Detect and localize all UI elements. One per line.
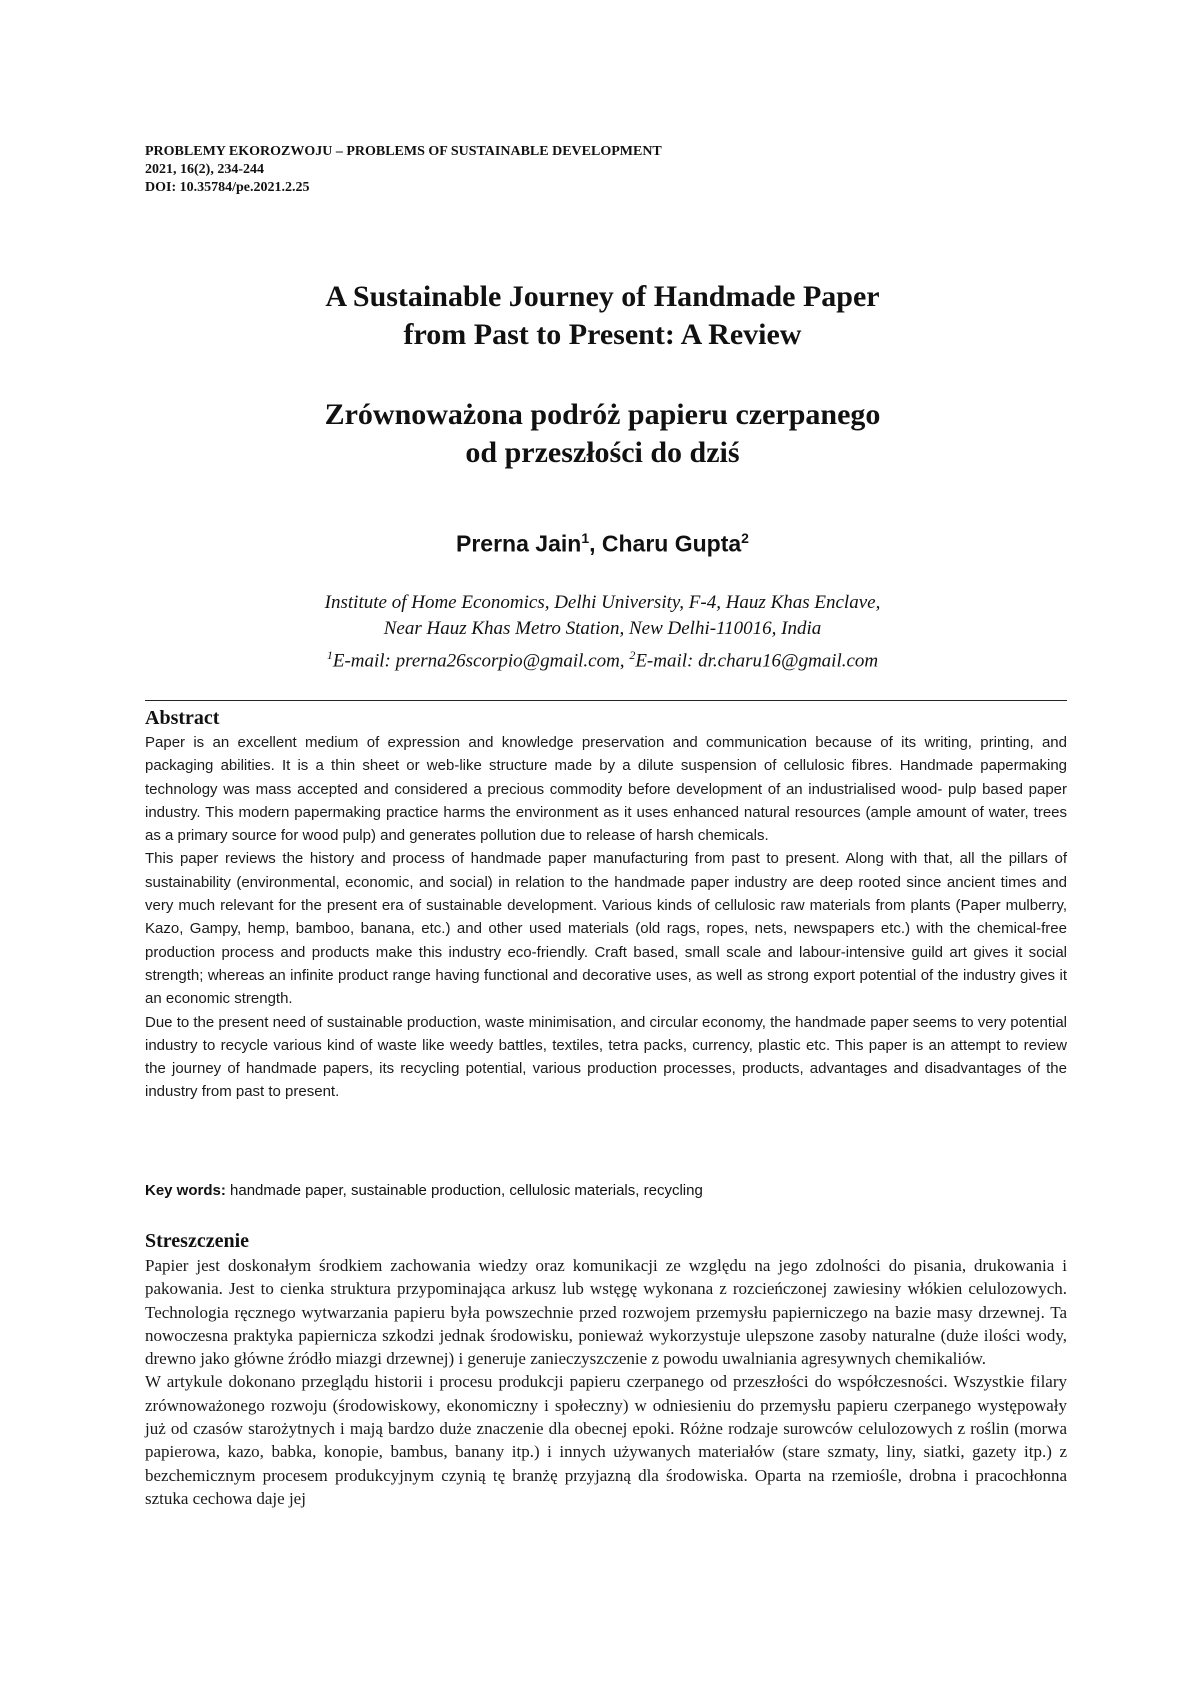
keywords: [145, 1180, 1067, 1202]
affiliation-line1: Institute of Home Economics, Delhi University, F-4, Hauz Khas Enclave,: [324, 592, 881, 613]
author-list: [145, 524, 1060, 558]
streszczenie-body: [145, 1254, 1067, 1510]
title-polish-line2: od przeszłości do dziś: [465, 436, 740, 469]
journal-header: [145, 143, 1045, 197]
author-name: Prerna Jain: [456, 530, 582, 557]
title-english-line2: from Past to Present: A Review: [403, 318, 802, 351]
abstract-body: [145, 731, 1067, 1104]
streszczenie-heading: Streszczenie: [145, 1230, 250, 1252]
email-mark: 1: [326, 648, 333, 662]
email-2: E-mail: dr.charu16@gmail.com: [635, 650, 879, 672]
title-english-line1: A Sustainable Journey of Handmade Paper: [325, 280, 880, 313]
abstract-paragraph: This paper reviews the history and process of handmade paper manufacturing from past to present. Along with that, all the pillars of sustainability (environmental, economic, and social) in relation to the handmade paper industry are deep rooted since ancient times and very much relevant for the present era of sustainable development. Various kinds of cellulosic raw materials from plants (Paper mulberry, Kazo, Gampy, hemp, bamboo, banana, etc.) and other used materials (old rags, ropes, nets, newspapers etc.) with the chemical-free production process and products make this industry eco-friendly. Craft based, small scale and labour-intensive guild art gives it social strength; whereas an infinite product range having functional and decorative uses, as well as strong export potential of the industry gives it an economic strength.: [145, 850, 1067, 1008]
title-polish: [145, 396, 1060, 472]
section-divider: [145, 700, 1067, 701]
streszczenie-paragraph: W artykule dokonano przeglądu historii i procesu produkcji papieru czerpanego od przeszłości do współczesności. Wszystkie filary zrównoważonego rozwoju (środowiskowy, ekonomiczny i społeczny) w odniesieniu do przemysłu papieru czerpanego występowały już od czasów starożytnych i mają bardzo duże znaczenie dla obecnej epoki. Różne rodzaje surowców celulozowych z roślin (morwa papierowa, kazo, babka, konopie, bambus, banany itp.) i innych używanych materiałów (stare szmaty, liny, siatki, gazety itp.) z bezchemicznym procesem produkcyjnym czynią tę branżę przyjazną dla środowiska. Oparta na rzemiośle, drobna i pracochłonna sztuka cechowa daje jej: [145, 1372, 1067, 1508]
email-mark: 2: [629, 648, 636, 662]
abstract-paragraph: Paper is an excellent medium of expression and knowledge preservation and communication because of its writing, printing, and packaging abilities. It is a thin sheet or web-like structure made by a dilute suspension of cellulosic fibres. Handmade papermaking technology was mass accepted and considered a precious commodity before development of an industrialised wood- pulp based paper industry. This modern papermaking practice harms the environment as it uses enhanced natural resources (ample amount of water, trees as a primary source for wood pulp) and generates pollution due to release of harsh chemicals.: [145, 734, 1067, 845]
author-name: Charu Gupta: [601, 530, 742, 557]
title-polish-line1: Zrównoważona podróż papieru czerpanego: [324, 398, 881, 431]
affiliation-line2: Near Hauz Khas Metro Station, New Delhi-110016, India: [383, 618, 822, 639]
journal-volume: 2021, 16(2), 234-244: [145, 162, 264, 177]
abstract-heading: Abstract: [145, 707, 220, 729]
email-1: E-mail: prerna26scorpio@gmail.com,: [332, 650, 630, 672]
affiliation: [145, 590, 1060, 674]
author-emails: [145, 642, 1060, 674]
keywords-text: handmade paper, sustainable production, cellulosic materials, recycling: [225, 1182, 703, 1199]
journal-name: PROBLEMY EKOROZWOJU – PROBLEMS OF SUSTAINABLE DEVELOPMENT: [145, 144, 662, 159]
author-separator: ,: [589, 530, 602, 557]
author-affiliation-mark: 1: [581, 530, 590, 546]
streszczenie-paragraph: Papier jest doskonałym środkiem zachowania wiedzy oraz komunikacji ze względu na jego zdolności do pisania, drukowania i pakowania. Jest to cienka struktura przypominająca arkusz lub wstęgę wykonana z rozcieńczonej zawiesiny włókien celulozowych. Technologia ręcznego wytwarzania papieru była powszechnie przed rozwojem przemysłu papierniczego na bazie masy drzewnej. Ta nowoczesna praktyka papiernicza szkodzi jednak środowisku, ponieważ wykorzystuje ulepszone zasoby naturalne (duże ilości wody, drewno jako główne źródło miazgi drzewnej) i generuje zanieczyszczenie z powodu uwalniania agresywnych chemikaliów.: [145, 1256, 1067, 1369]
abstract-paragraph: Due to the present need of sustainable production, waste minimisation, and circular economy, the handmade paper seems to very potential industry to recycle various kind of waste like weedy battles, textiles, tetra packs, currency, plastic etc. This paper is an attempt to review the journey of handmade papers, its recycling potential, various production processes, products, advantages and disadvantages of the industry from past to present.: [145, 1013, 1067, 1101]
keywords-label: Key words:: [145, 1182, 226, 1199]
title-english: [145, 278, 1060, 354]
journal-doi: DOI: 10.35784/pe.2021.2.25: [145, 180, 310, 195]
author-affiliation-mark: 2: [741, 530, 749, 546]
